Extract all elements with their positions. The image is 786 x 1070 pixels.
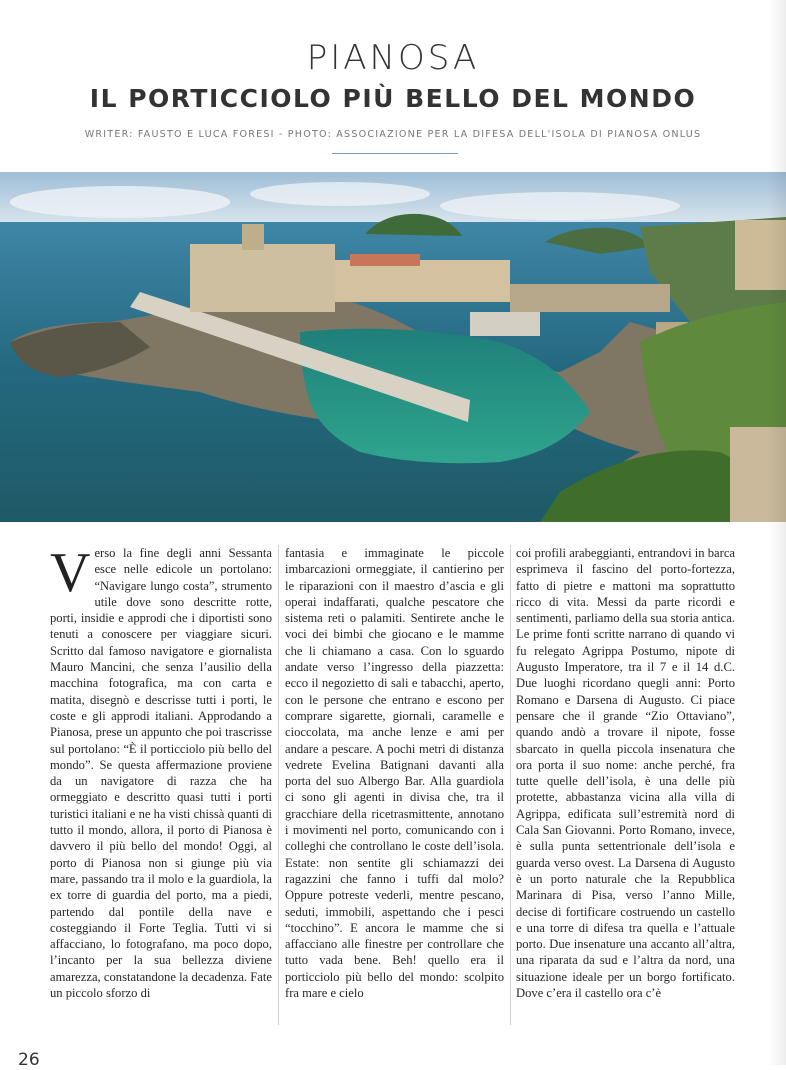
column-divider [278,545,279,1025]
article-column-2 [285,545,504,1025]
page-gutter-shadow [768,0,786,1065]
article-column-1-text: erso la fine degli anni Sessanta esce nelle edicole un portolano: “Navigare lungo costa”, strumento utile dove sono descritte rotte, porti, insidie e approdi che i diportisti sono tenuti a conoscere per viaggiare sicuri. Scritto dal famoso navigatore e giornalista Mauro Mancini, che senza l’ausilio della macchina fotografica, ma con carta e matita, disegnò e descrisse tutti i porti, le coste e gli approdi italiani. Approdando a Pianosa, prese un appunto che poi trascrisse sul portolano: “È il porticciolo più bello del mondo”. Se questa affermazione proviene da un navigatore di razza che ha ormeggiato e descritto quasi tutti i porti turistici italiani e ne ha visti chissà quanti di tutto il mondo, allora, il porto di Pianosa è davvero il più bello del mondo! Oggi, al porto di Pianosa non si giunge più via mare, passando tra il molo e la guardiola, la ex torre di guardia del porto, ma a piedi, partendo dal pontile della nave e costeggiando il Forte Teglia. Tutti vi si affacciano, lo fotografano, ma poco dopo, l’incanto per la sua bellezza diviene amarezza, constatandone la decadenza. Fate un piccolo sforzo di [50,546,272,1001]
drop-cap: V [50,545,91,604]
article-title: PIANOSA [306,38,480,78]
article-column-2-text: fantasia e immaginate le piccole imbarcazioni ormeggiate, il cantierino per le riparazioni con il maestro d’ascia e gli operai indaffarati, qualche pescatore che sistema reti o palamiti. Sentirete anche le voci dei bimbi che giocano e le mamme che li chiamano a casa. Con lo sguardo andate verso l’ingresso della piazzetta: ecco il negozietto di sali e tabacchi, aperto, con le persone che entrano e escono per comprare sigarette, giornali, caramelle e cioccolata, ma anche lenze e ami per andare a pescare. A pochi metri di distanza vedrete Evelina Batignani davanti alla porta del suo Albergo Bar. Alla guardiola ci sono gli agenti in divisa che, tra il gracchiare della ricetrasmittente, annotano i movimenti nel porto, comunicando con i colleghi che controllano le coste dell’isola. Estate: non sentite gli schiamazzi dei ragazzini che fanno i tuffi dal molo? Oppure potreste vederli, mentre pescano, seduti, immobili, aspettando che i pesci “tocchino”. E ancora le mamme che si affacciano alle finestre per controllare che tutto vada bene. Beh! quello era il porticciolo più bello del mondo: scolpito fra mare e cielo [285,546,504,1001]
article-credits: WRITER: FAUSTO E LUCA FORESI - PHOTO: ASSOCIAZIONE PER LA DIFESA DELL'ISOLA DI PIANOSA ONLUS [84,129,702,140]
title-divider [332,153,458,154]
article-column-3-text: coi profili arabeggianti, entrandovi in barca esprimeva il fascino del porto-fortezza, fatto di pietre e mattoni ma soprattutto ricco di vita. Messi da parte ricordi e sentimenti, parliamo della sua storia antica. Le prime fonti scritte narrano di quando vi fu relegato Agrippa Postumo, nipote di Augusto Imperatore, tra il 7 e il 14 d.C. Due luoghi ricordano quegli anni: Porto Romano e Darsena di Augusto. Ci piace pensare che il grande “Zio Ottaviano”, quando andò a trovare il nipote, fosse sbarcato in quella piccola insenatura che ora porta il suo nome: anche perché, fra tutte quelle dell’isola, è una delle più protette, abbastanza vicina alla villa di Agrippa, edificata sull’estremità nord di Cala San Giovanni. Porto Romano, invece, è sulla punta settentrionale dell’isola e guarda verso ovest. La Darsena di Augusto è un porto naturale che la Repubblica Marinara di Pisa, verso l’anno Mille, decise di fortificare costruendo un castello e una torre di difesa tra quella e l’attuale porto. Due insenature una accanto all’altra, una riparata da sud e l’altra da nord, una situazione ideale per un borgo fortificato. Dove c’era il castello ora c’è [516,546,735,1001]
article-column-1 [50,545,272,1025]
article-column-3 [516,545,735,1025]
article-subtitle: IL PORTICCIOLO PIÙ BELLO DEL MONDO [89,84,697,113]
column-divider [510,545,511,1025]
harbor-photo [0,172,786,522]
page-number: 26 [18,1050,40,1070]
